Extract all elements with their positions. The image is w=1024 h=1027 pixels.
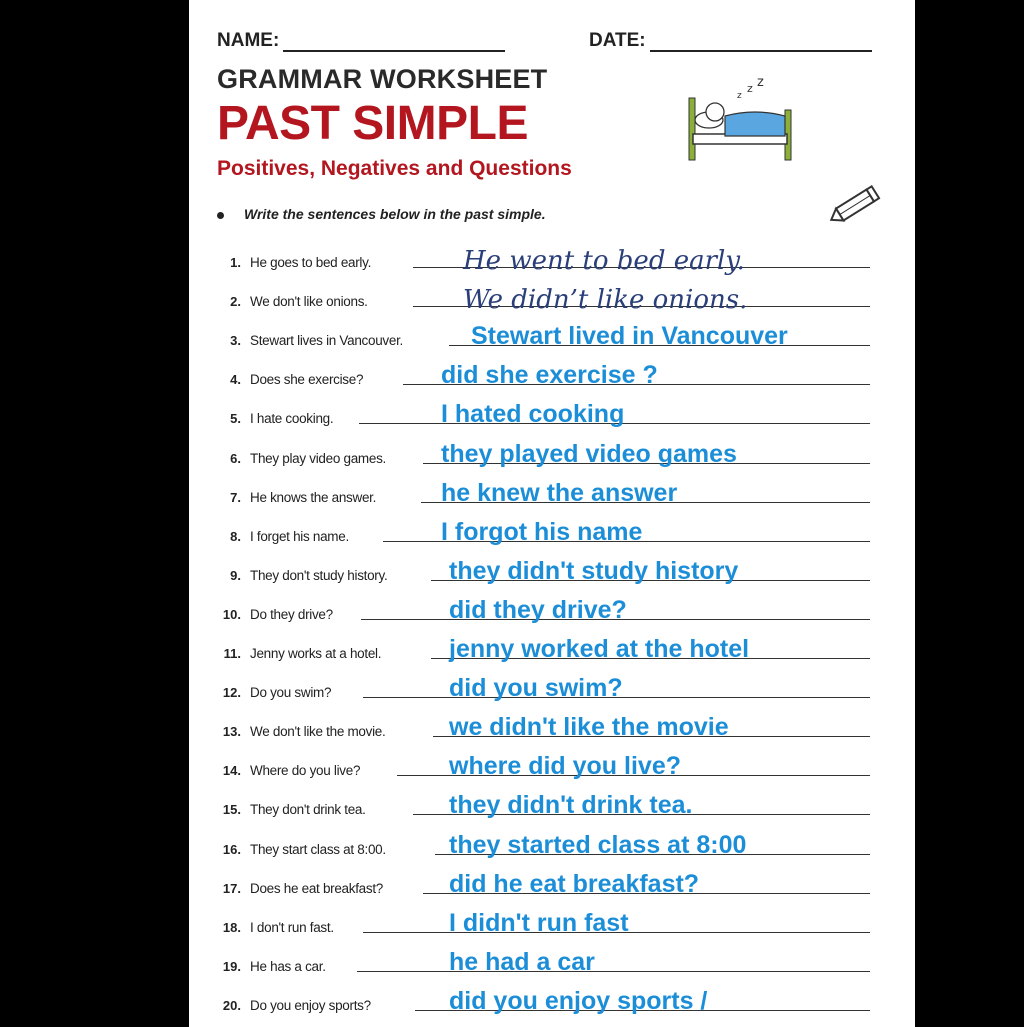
item-question: I forget his name. [250,528,349,544]
exercise-item [213,470,870,509]
exercise-item [213,587,870,626]
item-answer[interactable]: We didn’t like onions. [463,285,748,316]
item-number: 8. [230,528,241,544]
item-question: He has a car. [250,958,326,974]
item-number: 10. [222,606,241,622]
name-label: NAME: [217,30,280,51]
item-answer[interactable]: jenny worked at the hotel [449,635,750,663]
item-number: 6. [230,450,241,466]
svg-text:z: z [747,82,753,95]
subtitle: Positives, Negatives and Questions [217,157,572,180]
item-answer[interactable]: did they drive? [449,595,627,624]
item-question: Do you swim? [250,685,332,701]
item-number: 16. [222,841,241,857]
item-answer[interactable]: did she exercise ? [441,361,658,390]
item-answer[interactable]: did you enjoy sports / [449,986,708,1015]
exercise-item [213,939,870,978]
name-line [283,36,505,52]
item-question: I don't run fast. [250,919,334,935]
item-question: Do they drive? [250,606,333,622]
item-number: 15. [222,802,241,818]
exercise-item [213,391,870,430]
exercise-item [213,782,870,821]
answer-line[interactable] [357,971,870,972]
item-question: They don't study history. [250,567,388,583]
date-label: DATE: [589,30,646,51]
item-question: Jenny works at a hotel. [250,646,382,661]
exercise-item [213,704,870,743]
item-answer[interactable]: I forgot his name [441,517,643,546]
item-answer[interactable]: they started class at 8:00 [449,830,747,859]
item-answer[interactable]: he knew the answer [441,478,678,507]
exercise-item [213,626,870,665]
pencil-icon [825,180,885,230]
item-number: 3. [230,333,241,349]
item-question: I hate cooking. [250,411,334,427]
item-question: They start class at 8:00. [250,841,386,857]
item-number: 4. [230,372,241,388]
item-answer[interactable]: he had a car [449,947,595,976]
item-number: 7. [230,489,241,505]
item-question: They don't drink tea. [250,802,366,818]
exercise-item [213,352,870,391]
item-number: 9. [230,567,241,583]
item-answer[interactable]: did you swim? [449,674,623,703]
item-number: 12. [222,685,241,701]
instruction-text: Write the sentences below in the past simple. [244,206,546,222]
item-answer[interactable]: they didn't study history [449,556,739,585]
item-number: 18. [222,919,241,935]
item-number: 2. [230,294,241,310]
svg-text:z: z [737,91,742,101]
exercise-item [213,548,870,587]
name-field[interactable] [217,30,505,52]
item-answer[interactable]: I hated cooking [441,400,625,429]
item-answer[interactable]: did he eat breakfast? [449,869,700,898]
date-field[interactable] [589,30,872,52]
instruction [217,206,546,222]
item-question: Does she exercise? [250,372,364,388]
worksheet-page [189,0,915,1027]
exercise-item [213,978,870,1017]
item-number: 13. [222,724,241,740]
item-answer[interactable]: we didn't like the movie [449,713,729,742]
item-question: He goes to bed early. [250,255,372,270]
item-answer[interactable]: I didn't run fast [449,908,629,937]
item-question: Do you enjoy sports? [250,997,371,1013]
exercise-item [213,274,870,316]
exercise-item [213,665,870,704]
topic-title: PAST SIMPLE [217,97,528,150]
svg-text:z: z [757,76,764,90]
exercise-item [213,900,870,939]
item-question: They play video games. [250,450,386,466]
item-number: 11. [223,646,241,661]
item-answer[interactable]: they didn't drink tea. [449,791,693,820]
item-question: Stewart lives in Vancouver. [250,333,403,349]
item-number: 5. [230,411,241,427]
exercise-item [213,313,870,352]
item-number: 20. [222,997,241,1013]
exercise-item [213,743,870,782]
item-number: 19. [222,958,241,974]
item-number: 14. [222,763,241,779]
bullet-icon [217,212,224,219]
item-answer[interactable]: Stewart lived in Vancouver [471,322,788,351]
exercise-item [213,509,870,548]
item-answer[interactable]: they played video games [441,439,737,468]
item-question: We don't like the movie. [250,724,386,740]
item-number: 1. [230,255,241,270]
exercise-item [213,235,870,274]
worksheet-title: GRAMMAR WORKSHEET [217,64,548,94]
exercise-item [213,822,870,861]
exercise-item [213,431,870,470]
item-number: 17. [222,880,241,896]
item-question: We don't like onions. [250,294,368,310]
item-question: Where do you live? [250,763,361,779]
item-answer[interactable]: He went to bed early. [463,246,745,276]
item-question: Does he eat breakfast? [250,880,383,896]
item-answer[interactable]: where did you live? [449,752,681,781]
sleeping-bed-icon [685,76,795,164]
exercise-item [213,861,870,900]
date-line [650,36,872,52]
item-question: He knows the answer. [250,489,377,505]
